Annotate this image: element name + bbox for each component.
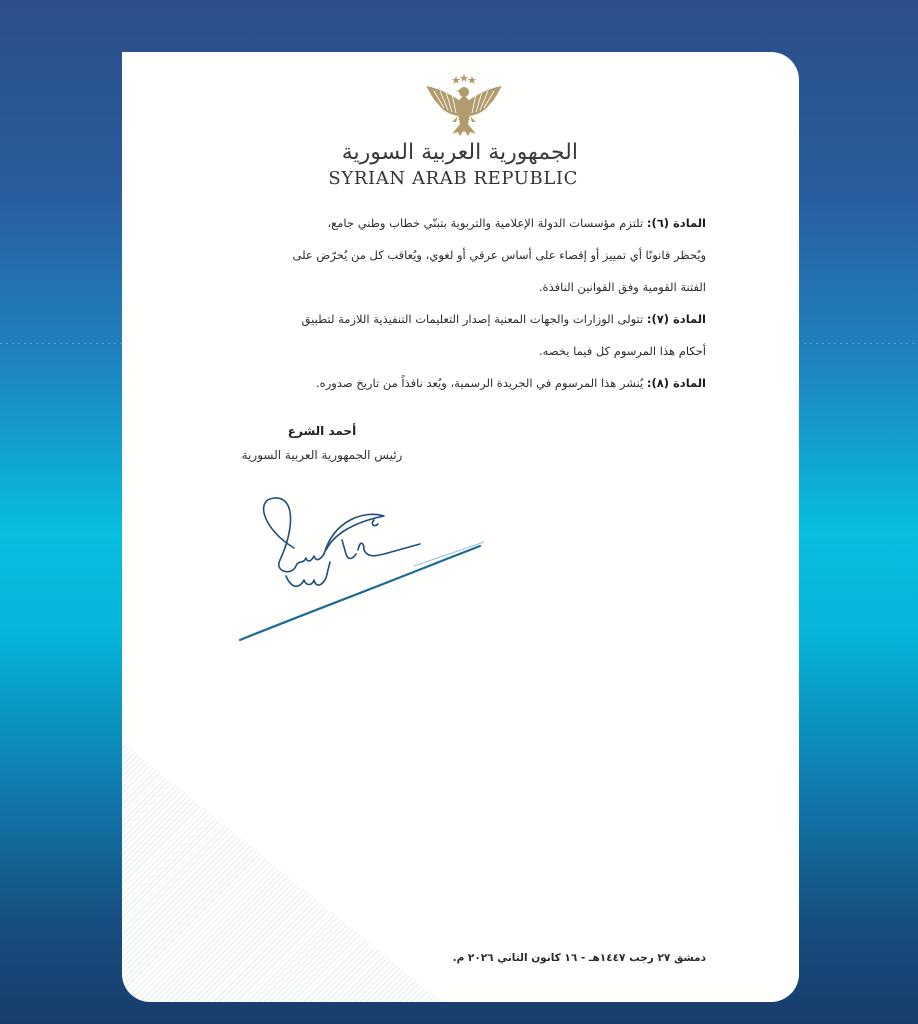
article-8-line-1: المادة (٨): يُنشر هذا المرسوم في الجريدة الرسمية، ويُعد نافذاً من تاريخ صدوره. [316, 376, 706, 390]
article-6-line-1: المادة (٦): تلتزم مؤسسات الدولة الإعلامية والتربوية بتبنّي خطاب وطني جامع، [327, 216, 706, 230]
decree-page [122, 52, 799, 1002]
article-7-label: المادة (٧): [646, 312, 706, 326]
signature-icon [234, 490, 494, 650]
article-6-line-3: الفتنة القومية وفق القوانين النافذة. [538, 280, 706, 294]
decree-date: دمشق ٢٧ رجب ١٤٤٧هـ - ١٦ كانون الثاني ٢٠٢٦ م. [452, 952, 706, 964]
article-6-line-2: ويُحظر قانونًا أي تمييز أو إقصاء على أساس عرقي أو لغوي، ويُعاقب كل من يُحرّض على [292, 248, 706, 262]
signer-name: أحمد الشرع [287, 424, 357, 438]
decree-articles [230, 207, 706, 397]
article-7-line-1: المادة (٧): تتولى الوزارات والجهات المعنية إصدار التعليمات التنفيذية اللازمة لتطبيق [301, 312, 706, 326]
republic-title-arabic: الجمهورية العربية السورية [341, 140, 578, 165]
signer-block [230, 424, 414, 462]
article-6-label: المادة (٦): [646, 216, 706, 230]
republic-title-english: SYRIAN ARAB REPUBLIC [328, 168, 578, 189]
article-7-line-2: أحكام هذا المرسوم كل فيما يخصه. [539, 344, 706, 358]
decorative-stripes [122, 742, 442, 1002]
article-8-label: المادة (٨): [646, 376, 706, 390]
signer-title: رئيس الجمهورية العربية السورية [241, 448, 403, 462]
eagle-emblem-icon [422, 72, 506, 142]
